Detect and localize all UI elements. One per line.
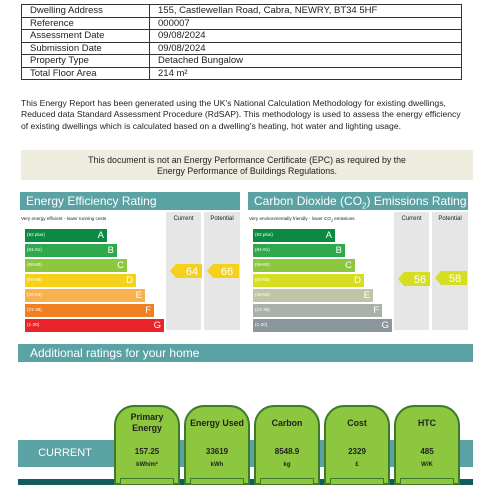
- band-range: (92 plus): [255, 232, 273, 237]
- ee-band-g: [25, 319, 164, 332]
- co2-potential-rating-value: 58: [448, 273, 462, 285]
- rating-tile-htc: [394, 405, 460, 485]
- co2-band-a: [253, 229, 335, 242]
- tile-name: Primary Energy: [130, 412, 164, 433]
- tile-unit: kWh/m²: [136, 462, 158, 468]
- co2-emissions-title: Carbon Dioxide $(CO_2)$ Emissions Rating: [248, 192, 468, 210]
- band-range: (1-20): [255, 322, 268, 327]
- potential-rating-value: 66: [220, 266, 234, 278]
- rating-tile-energy-used: [184, 405, 250, 485]
- band-letter: F: [373, 305, 379, 316]
- tile-name: HTC: [417, 417, 437, 428]
- band-range: (55-68): [255, 277, 270, 282]
- co2-current-rating-marker: [398, 272, 430, 286]
- band-letter: F: [145, 305, 151, 316]
- current-rating-value: 64: [185, 266, 199, 278]
- current-row-label: CURRENT: [38, 447, 92, 459]
- co2-band-e: [253, 289, 373, 302]
- tile-value: 2329: [348, 447, 366, 456]
- tile-unit: £: [355, 462, 359, 468]
- property-details-table: [21, 4, 462, 80]
- ee-band-f: [25, 304, 154, 317]
- band-range: (81-91): [255, 247, 270, 252]
- tile-name: Cost: [347, 417, 367, 428]
- property-value: 09/08/2024: [150, 42, 462, 55]
- tile-value: 33619: [205, 447, 229, 456]
- tile-lower-cell: [260, 478, 314, 484]
- tile-unit: kg: [283, 462, 291, 468]
- band-letter: B: [335, 245, 342, 256]
- property-row: [22, 67, 462, 80]
- tile-lower-cell: [330, 478, 384, 484]
- band-letter: B: [107, 245, 114, 256]
- tile-name: Energy Used: [190, 417, 244, 428]
- tile-lower-cell: [190, 478, 244, 484]
- band-letter: C: [117, 260, 124, 271]
- current-rating-marker: [170, 264, 202, 278]
- property-label: Submission Date: [22, 42, 150, 55]
- band-letter: E: [363, 290, 370, 301]
- band-range: (69-80): [255, 262, 270, 267]
- co2-band-c: [253, 259, 355, 272]
- energy-efficiency-title: Energy Efficiency Rating: [20, 192, 240, 210]
- band-range: (21-38): [27, 307, 42, 312]
- tile-value: 157.25: [134, 447, 160, 456]
- band-range: (69-80): [27, 262, 42, 267]
- tile-value: 8548.9: [274, 447, 300, 456]
- co2-current-rating-value: 56: [413, 274, 427, 286]
- property-value: 09/08/2024: [150, 30, 462, 43]
- ee-band-b: [25, 244, 117, 257]
- band-letter: D: [354, 275, 361, 286]
- rating-tile-cost: [324, 405, 390, 485]
- property-value: Detached Bungalow: [150, 55, 462, 68]
- tile-lower-cell: [120, 478, 174, 484]
- tile-value: 485: [420, 447, 434, 456]
- ee-band-d: [25, 274, 136, 287]
- co2-band-f: [253, 304, 382, 317]
- band-letter: C: [345, 260, 352, 271]
- ee-band-e: [25, 289, 145, 302]
- co2-potential-column-header: Potential: [438, 216, 462, 222]
- property-label: Assessment Date: [22, 30, 150, 43]
- rating-tile-carbon: [254, 405, 320, 485]
- ee-band-a: [25, 229, 107, 242]
- band-range: (81-91): [27, 247, 42, 252]
- band-letter: E: [135, 290, 142, 301]
- property-row: [22, 55, 462, 68]
- property-row: [22, 42, 462, 55]
- band-letter: G: [381, 320, 389, 331]
- property-label: Property Type: [22, 55, 150, 68]
- band-range: (1-20): [27, 322, 40, 327]
- property-value: 214 m²: [150, 67, 462, 80]
- tile-lower-cell: [400, 478, 454, 484]
- band-letter: A: [325, 230, 332, 241]
- property-value: 000007: [150, 17, 462, 30]
- notice-line-1: This document is not an Energy Performance Certificate (EPC) as required by the: [88, 155, 406, 165]
- band-range: (55-68): [27, 277, 42, 282]
- co2-band-b: [253, 244, 345, 257]
- band-letter: D: [126, 275, 133, 286]
- co2-band-g: [253, 319, 392, 332]
- property-row: [22, 30, 462, 43]
- property-label: Dwelling Address: [22, 5, 150, 18]
- co2-emissions-subtitle: Very environmentally friendly - lower $CO_2$ emissions: [249, 216, 355, 223]
- property-label: Total Floor Area: [22, 67, 150, 80]
- additional-ratings-header: Additional ratings for your home: [18, 344, 473, 362]
- energy-efficiency-panel: [20, 192, 240, 330]
- co2-potential-rating-marker: [435, 271, 467, 285]
- band-range: (39-54): [255, 292, 270, 297]
- property-value: 155, Castlewellan Road, Cabra, NEWRY, BT34 5HF: [150, 5, 462, 18]
- tile-unit: W/K: [421, 462, 433, 468]
- band-letter: G: [153, 320, 161, 331]
- tile-name: Carbon: [271, 417, 303, 428]
- co2-current-column-header: Current: [401, 216, 422, 222]
- property-row: [22, 5, 462, 18]
- band-range: (21-38): [255, 307, 270, 312]
- potential-rating-marker: [207, 264, 239, 278]
- current-column-header: Current: [173, 216, 194, 222]
- potential-column-header: Potential: [210, 216, 234, 222]
- co2-current-column: [394, 212, 429, 330]
- co2-emissions-panel: [248, 192, 468, 330]
- property-row: [22, 17, 462, 30]
- band-range: (92 plus): [27, 232, 45, 237]
- tile-unit: kWh: [210, 462, 224, 468]
- band-letter: A: [97, 230, 104, 241]
- rating-tile-primary-energy: [114, 405, 180, 485]
- notice-line-2: Energy Performance of Buildings Regulations.: [157, 166, 337, 176]
- epc-notice: [21, 150, 473, 180]
- energy-efficiency-subtitle: Very energy efficient - lower running costs: [21, 216, 107, 221]
- property-label: Reference: [22, 17, 150, 30]
- band-range: (39-54): [27, 292, 42, 297]
- co2-band-d: [253, 274, 364, 287]
- ee-band-c: [25, 259, 127, 272]
- intro-text: This Energy Report has been generated using the UK's National Calculation Methodology for existing dwellings, Reduced data Standard Assessment Procedure (RdSAP). This methodology is used to assess the energy efficiency of existing dwellings which is calculated based on a dwelling's heating, hot water and lighting usage.: [21, 98, 461, 131]
